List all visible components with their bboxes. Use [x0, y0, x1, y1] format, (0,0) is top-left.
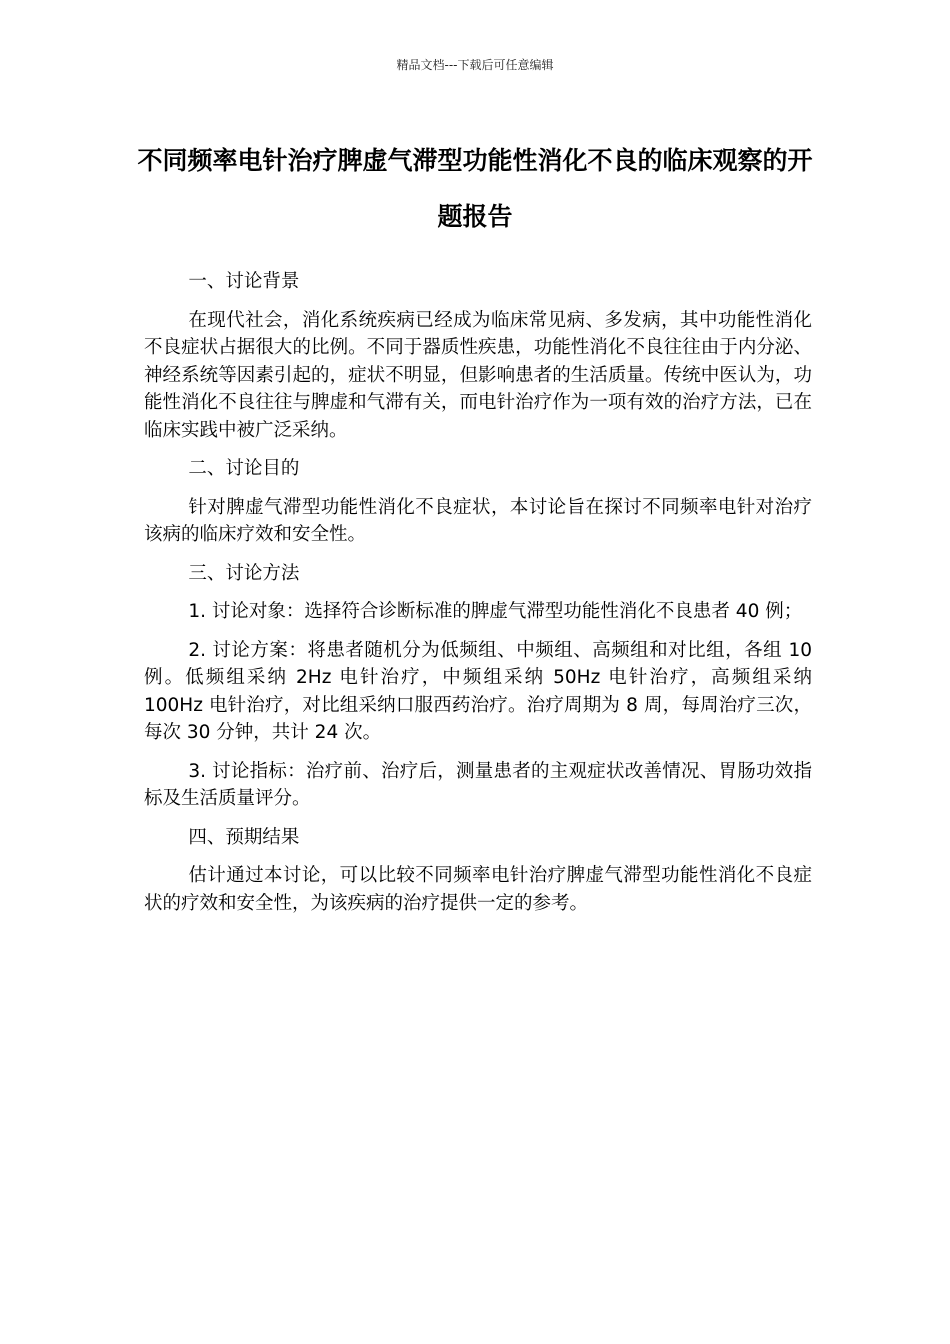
expected-paragraph: 估计通过本讨论，可以比较不同频率电针治疗脾虚气滞型功能性消化不良症状的疗效和安全性，为该疾病的治疗提供一定的参考。	[144, 865, 812, 914]
methods-item-subjects: 1. 讨论对象：选择符合诊断标准的脾虚气滞型功能性消化不良患者 40 例；	[188, 601, 803, 622]
methods-item-protocol: 2. 讨论方案：将患者随机分为低频组、中频组、高频组和对比组，各组 10 例。低频组采纳 2Hz 电针治疗，中频组采纳 50Hz 电针治疗，高频组采纳 100Hz 电针治疗，对比组采纳口服西药治疗。治疗周期为 8 周，每周治疗三次，每次 30 分钟，共计 24 次。	[144, 639, 812, 743]
section-heading-methods: 三、讨论方法	[188, 562, 300, 584]
section-heading-purpose: 二、讨论目的	[188, 458, 300, 479]
section-heading-background: 一、讨论背景	[188, 271, 300, 292]
section-heading-expected: 四、预期结果	[188, 826, 300, 848]
methods-item-indicators: 3. 讨论指标：治疗前、治疗后，测量患者的主观症状改善情况、胃肠功效指标及生活质量评分。	[144, 760, 812, 809]
header-note: 精品文档---下载后可任意编辑	[396, 58, 554, 72]
document-title: 不同频率电针治疗脾虚气滞型功能性消化不良的临床观察的开题报告	[137, 146, 813, 231]
document-body	[144, 268, 812, 928]
background-paragraph: 在现代社会，消化系统疾病已经成为临床常见病、多发病，其中功能性消化不良症状占据很大的比例。不同于器质性疾患，功能性消化不良往往由于内分泌、神经系统等因素引起的，症状不明显，但影响患者的生活质量。传统中医认为，功能性消化不良往往与脾虚和气滞有关，而电针治疗作为一项有效的治疗方法，已在临床实践中被广泛采纳。	[144, 309, 812, 441]
purpose-paragraph: 针对脾虚气滞型功能性消化不良症状，本讨论旨在探讨不同频率电针对治疗该病的临床疗效和安全性。	[144, 496, 812, 545]
